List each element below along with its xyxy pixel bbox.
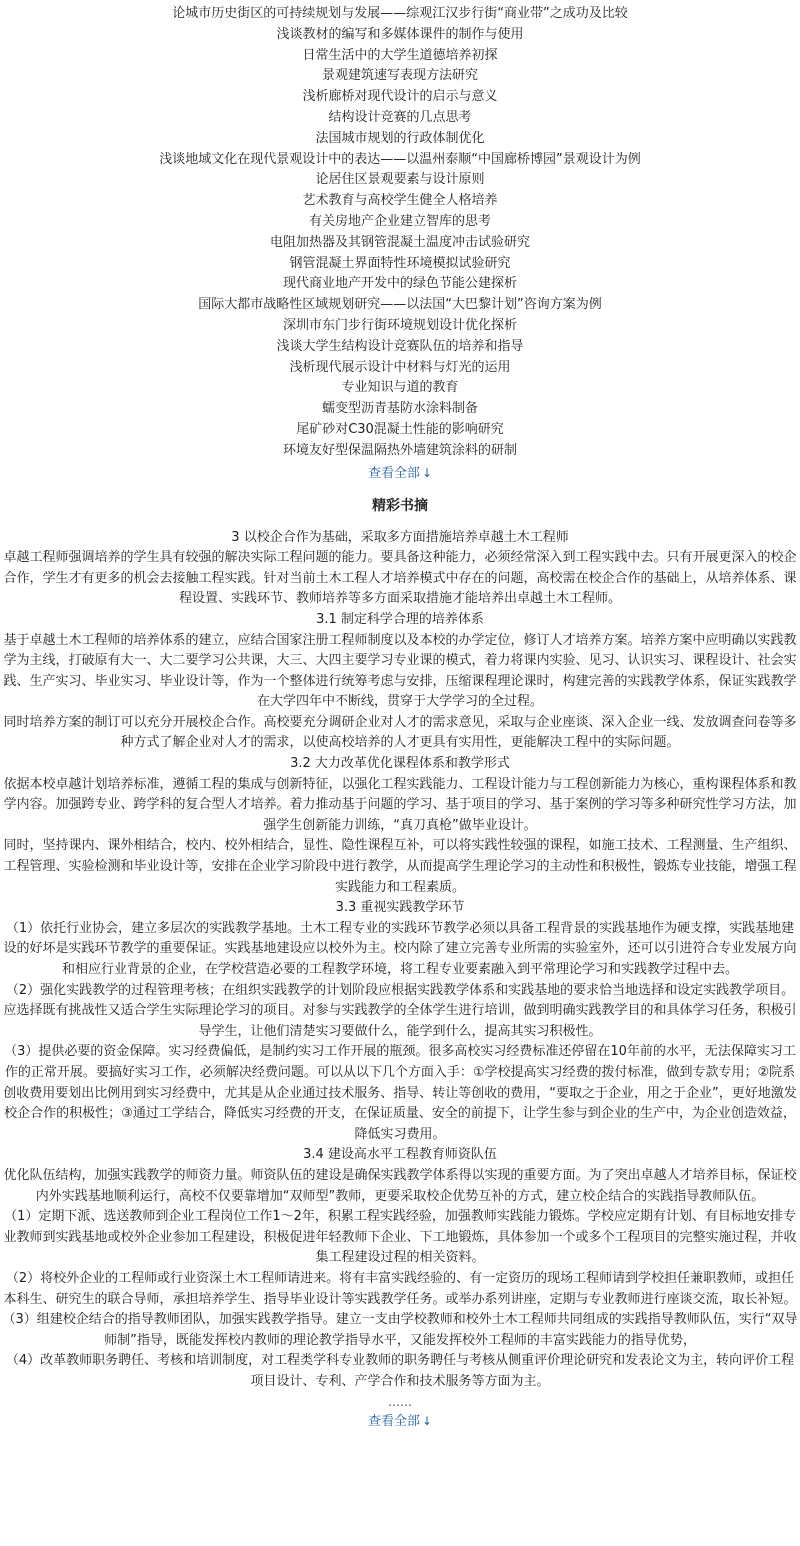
excerpt-paragraph: （4）改革教师职务聘任、考核和培训制度，对工程类学科专业教师的职务聘任与考核从侧重评价理论研究和发表论文为主，转向评价工程项目设计、专利、产学合作和技术服务等方面为主。 bbox=[5, 1353, 795, 1389]
toc-item[interactable]: 法国城市规划的行政体制优化 bbox=[315, 130, 485, 146]
toc-item[interactable]: 电阻加热器及其钢管混凝土温度冲击试验研究 bbox=[269, 234, 530, 250]
excerpt-heading: 3.2 大力改革优化课程体系和教学形式 bbox=[290, 756, 510, 772]
excerpt-paragraph: 同时，坚持课内、课外相结合，校内、校外相结合，显性、隐性课程互补，可以将实践性较强的课程，如施工技术、工程测量、生产组织、工程管理、实验检测和毕业设计等，安排在企业学习阶段中进行教学，从而提高学生理论学习的主动性和积极性，锻炼专业技能，增强工程实践能力和工程素质。 bbox=[3, 838, 797, 895]
down-arrow-icon: ↓ bbox=[421, 465, 433, 480]
excerpt-paragraph: （3）提供必要的资金保障。实习经费偏低，是制约实习工作开展的瓶颈。很多高校实习经费标准还停留在10年前的水平，无法保障实习工作的正常开展。要搞好实习工作，必须解决经费问题。可以从以下几个方面入手：①学校提高实习经费的拨付标准，做到专款专用；②院系创收费用要划出比例用到实习经费中，尤其是从企业通过技术服务、指导、转让等创收的费用，“要取之于企业，用之于企业”，更好地激发校企合作的积极性；③通过工学结合，降低实习经费的开支，在保证质量、安全的前提下，让学生参与到企业的生产中，为企业创造效益，降低实习费用。 bbox=[3, 1044, 797, 1142]
view-all-label: 查看全部 bbox=[367, 1414, 420, 1430]
toc-item[interactable]: 专业知识与道的教育 bbox=[341, 380, 459, 396]
table-of-contents bbox=[0, 4, 800, 462]
down-arrow-icon: ↓ bbox=[421, 1414, 433, 1429]
toc-item[interactable]: 国际大都市战略性区域规划研究——以法国“大巴黎计划”咨询方案为例 bbox=[198, 297, 602, 313]
toc-item[interactable]: 景观建筑速写表现方法研究 bbox=[321, 68, 478, 84]
toc-item[interactable]: 现代商业地产开发中的绿色节能公建探析 bbox=[282, 276, 517, 292]
excerpt-paragraph: （1）定期下派、选送教师到企业工程岗位工作1～2年，积累工程实践经验，加强教师实践能力锻炼。学校应定期有计划、有目标地安排专业教师到实践基地或校外企业参加工程建设，积极促进年轻教师下企业、下工地锻炼，具体参加一个或多个工程项目的完整实施过程，并收集工程建设过程的相关资料。 bbox=[3, 1209, 797, 1266]
excerpt-paragraph: 依据本校卓越计划培养标准，遵循工程的集成与创新特征，以强化工程实践能力、工程设计能力与工程创新能力为核心，重构课程体系和教学内容。加强跨专业、跨学科的复合型人才培养。着力推动基于问题的学习、基于项目的学习、基于案例的学习等多种研究性学习方法，加强学生创新能力训练，“真刀真枪”做毕业设计。 bbox=[3, 776, 797, 833]
toc-item[interactable]: 论居住区景观要素与设计原则 bbox=[315, 172, 485, 188]
toc-item[interactable]: 结构设计竞赛的几点思考 bbox=[328, 109, 472, 125]
excerpt-paragraph: 卓越工程师强调培养的学生具有较强的解决实际工程问题的能力。要具备这种能力，必须经常深入到工程实践中去。只有开展更深入的校企合作，学生才有更多的机会去接触工程实践。针对当前土木工程人才培养模式中存在的问题，高校需在校企合作的基础上，从培养体系、课程设置、实践环节、教师培养等多方面采取措施才能培养出卓越土木工程师。 bbox=[3, 550, 797, 607]
toc-item[interactable]: 有关房地产企业建立智库的思考 bbox=[308, 213, 491, 229]
toc-item[interactable]: 浅谈地域文化在现代景观设计中的表达——以温州泰顺“中国廊桥博园”景观设计为例 bbox=[159, 151, 641, 167]
toc-item[interactable]: 论城市历史街区的可持续规划与发展——综观江汉步行街“商业带”之成功及比较 bbox=[172, 6, 628, 21]
toc-item[interactable]: 浅谈大学生结构设计竞赛队伍的培养和指导 bbox=[276, 338, 524, 354]
view-all-link-toc[interactable] bbox=[0, 462, 800, 484]
toc-item[interactable]: 日常生活中的大学生道德培养初探 bbox=[302, 47, 498, 63]
view-all-link-excerpt[interactable] bbox=[0, 1410, 800, 1432]
excerpt-paragraph: （1）依托行业协会，建立多层次的实践教学基地。土木工程专业的实践环节教学必须以具备工程背景的实践基地作为硬支撑，实践基地建设的好坏是实践环节教学的重要保证。实践基地建设应以校外为主。校内除了建立完善专业所需的实验室外，还可以引进符合专业发展方向和相应行业背景的企业，在学校营造必要的工程教学环境，将工程专业要素融入到平常理论学习和实践教学过程中去。 bbox=[3, 920, 797, 977]
toc-item[interactable]: 艺术教育与高校学生健全人格培养 bbox=[302, 193, 498, 209]
toc-item[interactable]: 深圳市东门步行街环境规划设计优化探析 bbox=[282, 317, 517, 333]
excerpt-heading: 3 以校企合作为基础，采取多方面措施培养卓越土木工程师 bbox=[231, 529, 569, 545]
excerpt-paragraph: （3）组建校企结合的指导教师团队，加强实践教学指导。建立一支由学校教师和校外土木工程师共同组成的实践指导教师队伍，实行“双导师制”指导，既能发挥校内教师的理论教学指导水平，又能发挥校外工程师的丰富实践能力的指导优势， bbox=[2, 1312, 798, 1348]
excerpt-heading: 3.4 建设高水平工程教育师资队伍 bbox=[303, 1147, 497, 1163]
toc-item[interactable]: 钢管混凝土界面特性环境模拟试验研究 bbox=[289, 255, 511, 271]
excerpt-paragraph: 基于卓越土木工程师的培养体系的建立，应结合国家注册工程师制度以及本校的办学定位，修订人才培养方案。培养方案中应明确以实践教学为主线，打破原有大一、大二要学习公共课，大三、大四主要学习专业课的模式，着力将课内实验、见习、认识实习、课程设计、社会实践、生产实习、毕业实习、毕业设计等，作为一个整体进行统筹考虑与安排，压缩课程理论课时，构建完善的实践教学体系，保证实践教学在大学四年中不断线，贯穿于大学学习的全过程。 bbox=[3, 632, 797, 710]
toc-item[interactable]: 环境友好型保温隔热外墙建筑涂料的研制 bbox=[282, 442, 517, 458]
excerpt-body bbox=[0, 528, 800, 1393]
toc-item[interactable]: 蠕变型沥青基防水涂料制备 bbox=[321, 401, 478, 417]
excerpt-ellipsis: …… bbox=[388, 1395, 412, 1410]
excerpt-paragraph: （2）强化实践教学的过程管理考核；在组织实践教学的计划阶段应根据实践教学体系和实践基地的要求恰当地选择和设定实践教学项目。应选择既有挑战性又适合学生实际理论学习的项目。对参与实践教学的全体学生进行培训，做到明确实践教学目的和具体学习任务，积极引导学生，让他们清楚实习要做什么，能学到什么，提高其实习积极性。 bbox=[3, 982, 797, 1039]
toc-item[interactable]: 浅析廊桥对现代设计的启示与意义 bbox=[302, 89, 498, 105]
toc-item[interactable]: 尾矿砂对C30混凝土性能的影响研究 bbox=[296, 421, 504, 437]
excerpt-paragraph: 同时培养方案的制订可以充分开展校企合作。高校要充分调研企业对人才的需求意见，采取与企业座谈、深入企业一线、发放调查问卷等多种方式了解企业对人才的需求，以使高校培养的人才更具有实用性，更能解决工程中的实际问题。 bbox=[3, 714, 797, 751]
toc-item[interactable]: 浅谈教材的编写和多媒体课件的制作与使用 bbox=[276, 26, 524, 42]
excerpt-section-title: 精彩书摘 bbox=[372, 497, 428, 514]
toc-item[interactable]: 浅析现代展示设计中材料与灯光的运用 bbox=[289, 359, 511, 375]
view-all-label: 查看全部 bbox=[367, 465, 420, 481]
excerpt-paragraph: （2）将校外企业的工程师或行业资深土木工程师请进来。将有丰富实践经验的、有一定资历的现场工程师请到学校担任兼职教师，或担任本科生、研究生的联合导师，承担培养学生、指导毕业设计等实践教学任务。或举办系列讲座，定期与专业教师进行座谈交流，取长补短。 bbox=[3, 1270, 797, 1307]
excerpt-heading: 3.1 制定科学合理的培养体系 bbox=[316, 611, 484, 627]
excerpt-heading: 3.3 重视实践教学环节 bbox=[335, 900, 465, 916]
excerpt-paragraph: 优化队伍结构，加强实践教学的师资力量。师资队伍的建设是确保实践教学体系得以实现的重要方面。为了突出卓越人才培养目标，保证校内外实践基地顺利运行，高校不仅要靠增加“双师型”教师，更要采取校企优势互补的方式，建立校企结合的实践指导教师队伍。 bbox=[3, 1167, 797, 1204]
